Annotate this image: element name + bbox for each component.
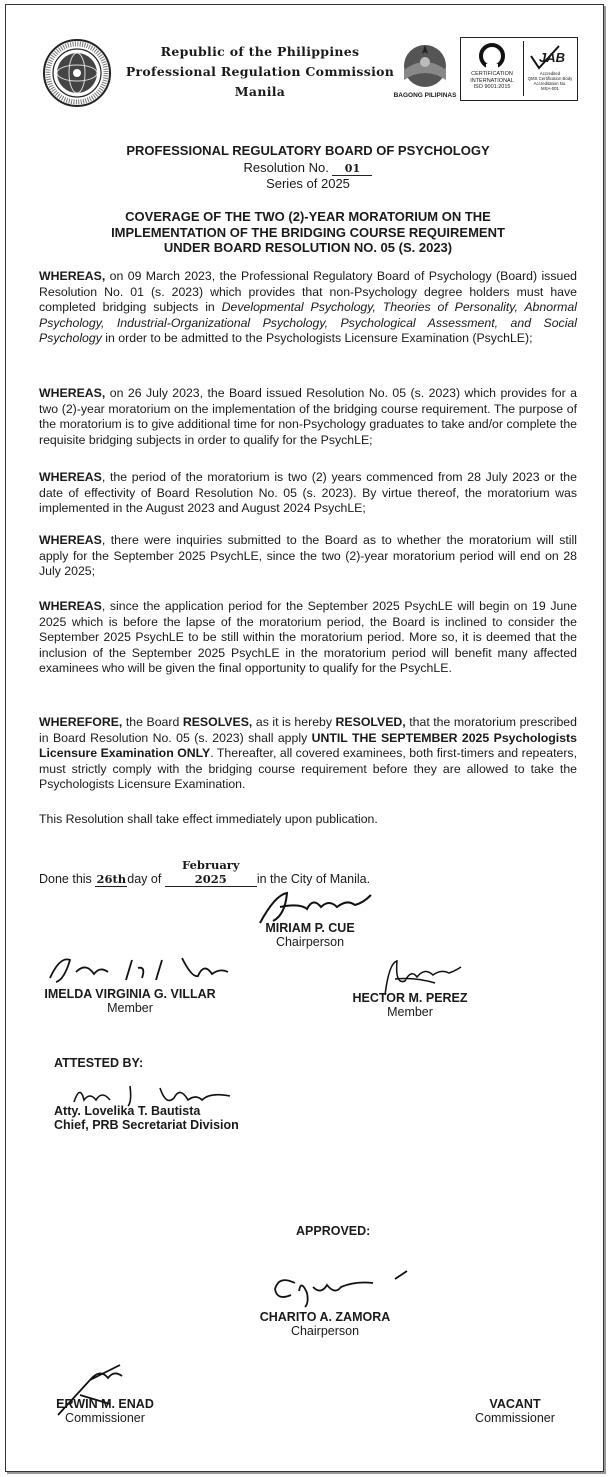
commissioner2-role: Commissioner <box>475 1411 555 1425</box>
board-name: PROFESSIONAL REGULATORY BOARD OF PSYCHOLOGY <box>126 143 490 158</box>
jab-small-1: Accredited <box>539 71 561 76</box>
series-line: Series of 2025 <box>266 176 350 191</box>
attested-label: ATTESTED BY: <box>54 1056 144 1070</box>
member1-role: Member <box>107 1001 153 1015</box>
chair-role: Chairperson <box>275 935 345 949</box>
chair-name: MIRIAM P. CUE <box>265 921 355 935</box>
title-line-1: COVERAGE OF THE TWO (2)-YEAR MORATORIUM ON THE <box>125 209 491 224</box>
prc-chair-role: Chairperson <box>290 1324 360 1338</box>
member1-name: IMELDA VIRGINIA G. VILLAR <box>44 987 216 1001</box>
done-line: Done this 26thday of February 2025 in the City of Manila. <box>39 858 371 886</box>
commissioner2-name: VACANT <box>489 1397 541 1411</box>
jab-small-4: MSA-001 <box>541 86 559 91</box>
signature-villar-icon <box>42 948 242 988</box>
cert-line-2: INTERNATIONAL <box>470 77 514 84</box>
cert-line-3: ISO 9001:2015 <box>473 84 511 90</box>
whereas-paragraph-4: WHEREAS, there were inquiries submitted to the Board as to whether the moratorium will still apply for the September 2025 PsychLE, since the two (2)-year moratorium period will end on 28 July 2025; <box>39 533 577 579</box>
whereas-paragraph-5: WHEREAS, since the application period for the September 2025 PsychLE will begin on 19 June 2025 which is before the lapse of the moratorium period, the Board is inclined to consider the September 2025 PsychLE to be still within the moratorium period. More so, it is deemed that the inclusion of the September 2025 PsychLE in the moratorium period will benefit many affected examinees who will be given the final opportunity to qualify for the PsychLE. <box>39 599 577 676</box>
title-line-2: IMPLEMENTATION OF THE BRIDGING COURSE REQUIREMENT <box>111 224 505 240</box>
prc-chair-name: CHARITO A. ZAMORA <box>259 1310 391 1324</box>
certification-box <box>460 37 578 101</box>
attest-role: Chief, PRB Secretariat Division <box>54 1118 239 1132</box>
done-day: 26th <box>96 872 127 886</box>
whereas-paragraph-3: WHEREAS, the period of the moratorium is two (2) years commenced from 28 July 2023 or the date of effectivity of Board Resolution No. 05 (s. 2023). By virtue thereof, the moratorium was implemented in the August 2023 and August 2024 PsychLE; <box>39 470 577 516</box>
resolution-number: 01 <box>332 162 372 176</box>
letterhead-country: Republic of the Philippines <box>160 44 360 59</box>
jab-label: JAB <box>539 50 566 65</box>
bagong-pilipinas-label: BAGONG PILIPINAS <box>393 92 457 99</box>
jab-small-2: QMS Certification Body <box>527 76 573 81</box>
certification-mark-icon <box>477 41 507 71</box>
letterhead-agency: Professional Regulation Commission <box>125 64 395 79</box>
resolution-label: Resolution No. <box>243 160 329 175</box>
commissioner1-name: ERWIN M. ENAD <box>56 1397 154 1411</box>
prc-seal-icon <box>42 38 112 108</box>
bagong-pilipinas-logo-icon <box>396 40 454 90</box>
member2-role: Member <box>387 1005 433 1019</box>
letterhead-city: Manila <box>234 84 286 99</box>
signature-zamora-icon <box>265 1265 425 1310</box>
effectivity-paragraph: This Resolution shall take effect immediately upon publication. <box>39 812 378 826</box>
wherefore-paragraph: WHEREFORE, the Board RESOLVES, as it is hereby RESOLVED, that the moratorium prescribed in Board Resolution No. 05 (s. 2023) shall apply UNTIL THE SEPTEMBER 2025 Psychologists Licensure Examination ONLY. Thereafter, all covered examinees, both first-timers and repeaters, must strictly comply with the bridging course requirement before they are allowed to take the Psychologists Licensure Examination. <box>39 715 577 792</box>
cert-line-1: CERTIFICATION <box>471 71 513 77</box>
title-line-3: UNDER BOARD RESOLUTION NO. 05 (S. 2023) <box>163 240 453 256</box>
whereas-paragraph-2: WHEREAS, on 26 July 2023, the Board issued Resolution No. 05 (s. 2023) which provides for a two (2)-year moratorium on the implementation of the bridging course requirement. The purpose of the moratorium is to give additional time for non-Psychology graduates to take and/or complete the requisite bridging subjects in order to qualify for the PsychLE; <box>39 386 577 447</box>
approved-label: APPROVED: <box>296 1224 371 1238</box>
attest-name: Atty. Lovelika T. Bautista <box>54 1104 201 1118</box>
done-month: February 2025 <box>165 858 257 887</box>
whereas-paragraph-1: WHEREAS, on 09 March 2023, the Professional Regulatory Board of Psychology (Board) issued Resolution No. 01 (s. 2023) which provides that non-Psychology degree holders must have completed bridging subjects in Developmental Psychology, Theories of Personality, Abnormal Psychology, Industrial-Organizational Psychology, Psychological Assessment, and Social Psychology in order to be admitted to the Psychologists Licensure Examination (PsychLE); <box>39 269 577 346</box>
member2-name: HECTOR M. PEREZ <box>352 991 468 1005</box>
jab-small-3: Accreditation No. <box>533 81 567 86</box>
commissioner1-role: Commissioner <box>65 1411 145 1425</box>
